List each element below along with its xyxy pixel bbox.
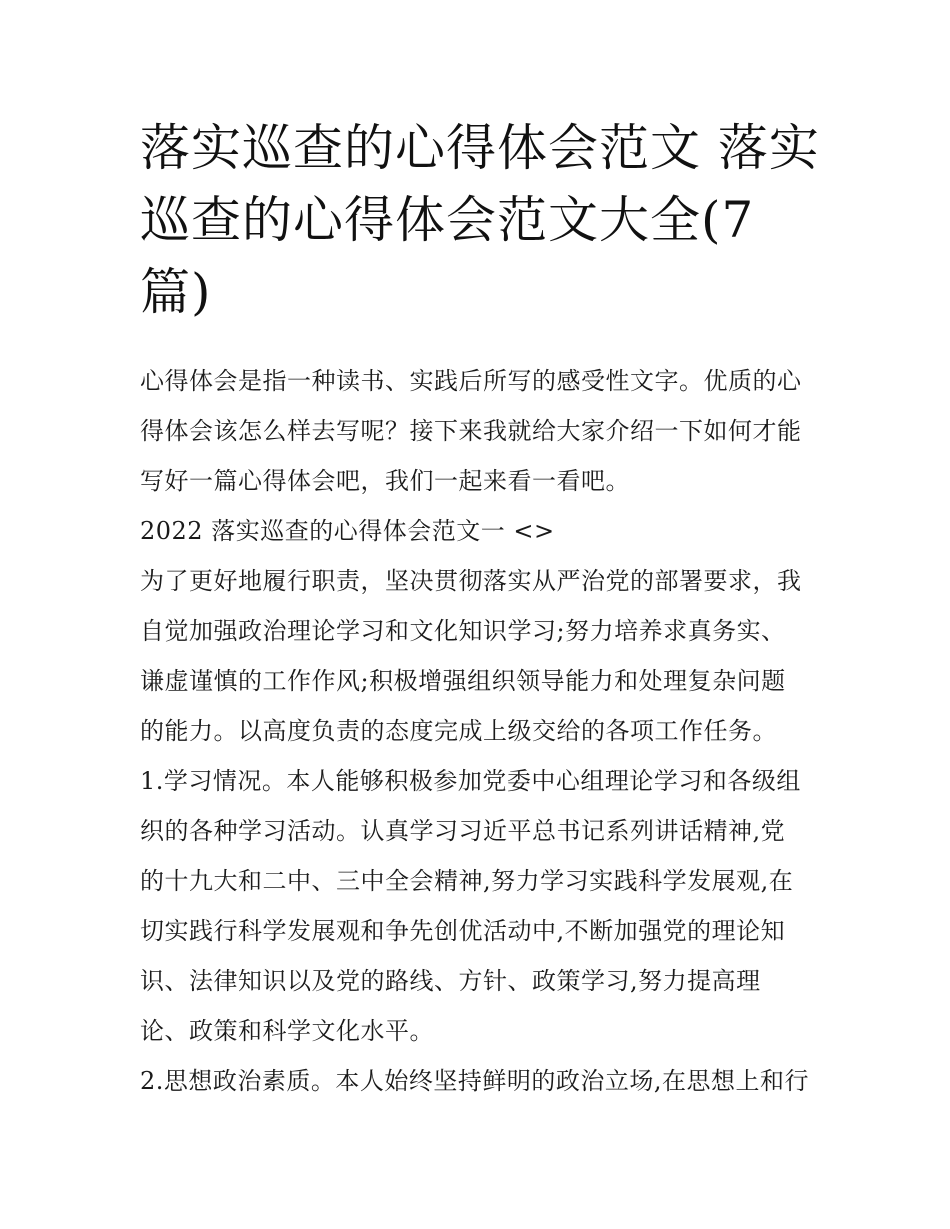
document-body (140, 356, 830, 1106)
text-line: 切实践行科学发展观和争先创优活动中,不断加强党的理论知 (140, 917, 786, 945)
text-line: 为了更好地履行职责，坚决贯彻落实从严治党的部署要求，我 (140, 567, 802, 595)
text-line: 织的各种学习活动。认真学习习近平总书记系列讲话精神,党 (140, 817, 786, 845)
title-line: 落实巡查的心得体会范文 落实 (140, 119, 820, 177)
text-line: 识、法律知识以及党的路线、方针、政策学习,努力提高理 (140, 967, 761, 995)
document-title (140, 112, 820, 328)
intro-paragraph (140, 356, 830, 506)
text-line: 1.学习情况。本人能够积极参加党委中心组理论学习和各级组 (140, 767, 801, 795)
body-paragraph (140, 756, 830, 1056)
title-line: 篇) (140, 263, 212, 321)
text-line: 得体会该怎么样去写呢？接下来我就给大家介绍一下如何才能 (140, 417, 802, 445)
text-line: 自觉加强政治理论学习和文化知识学习;努力培养求真务实、 (140, 617, 786, 645)
text-line: 2.思想政治素质。本人始终坚持鲜明的政治立场,在思想上和行 (140, 1067, 810, 1095)
section-heading-text: 2022 落实巡查的心得体会范文一 <> (140, 517, 555, 545)
text-line: 的十九大和二中、三中全会精神,努力学习实践科学发展观,在 (140, 867, 794, 895)
title-line: 巡查的心得体会范文大全(7 (140, 191, 755, 249)
section-heading (140, 506, 830, 556)
text-line: 谦虚谨慎的工作作风;积极增强组织领导能力和处理复杂问题 (140, 667, 786, 695)
body-paragraph (140, 556, 830, 756)
text-line: 心得体会是指一种读书、实践后所写的感受性文字。优质的心 (140, 367, 802, 395)
text-line: 写好一篇心得体会吧，我们一起来看一看吧。 (140, 467, 630, 495)
text-line: 论、政策和科学文化水平。 (140, 1017, 434, 1045)
body-paragraph (140, 1056, 830, 1106)
text-line: 的能力。以高度负责的态度完成上级交给的各项工作任务。 (140, 717, 777, 745)
